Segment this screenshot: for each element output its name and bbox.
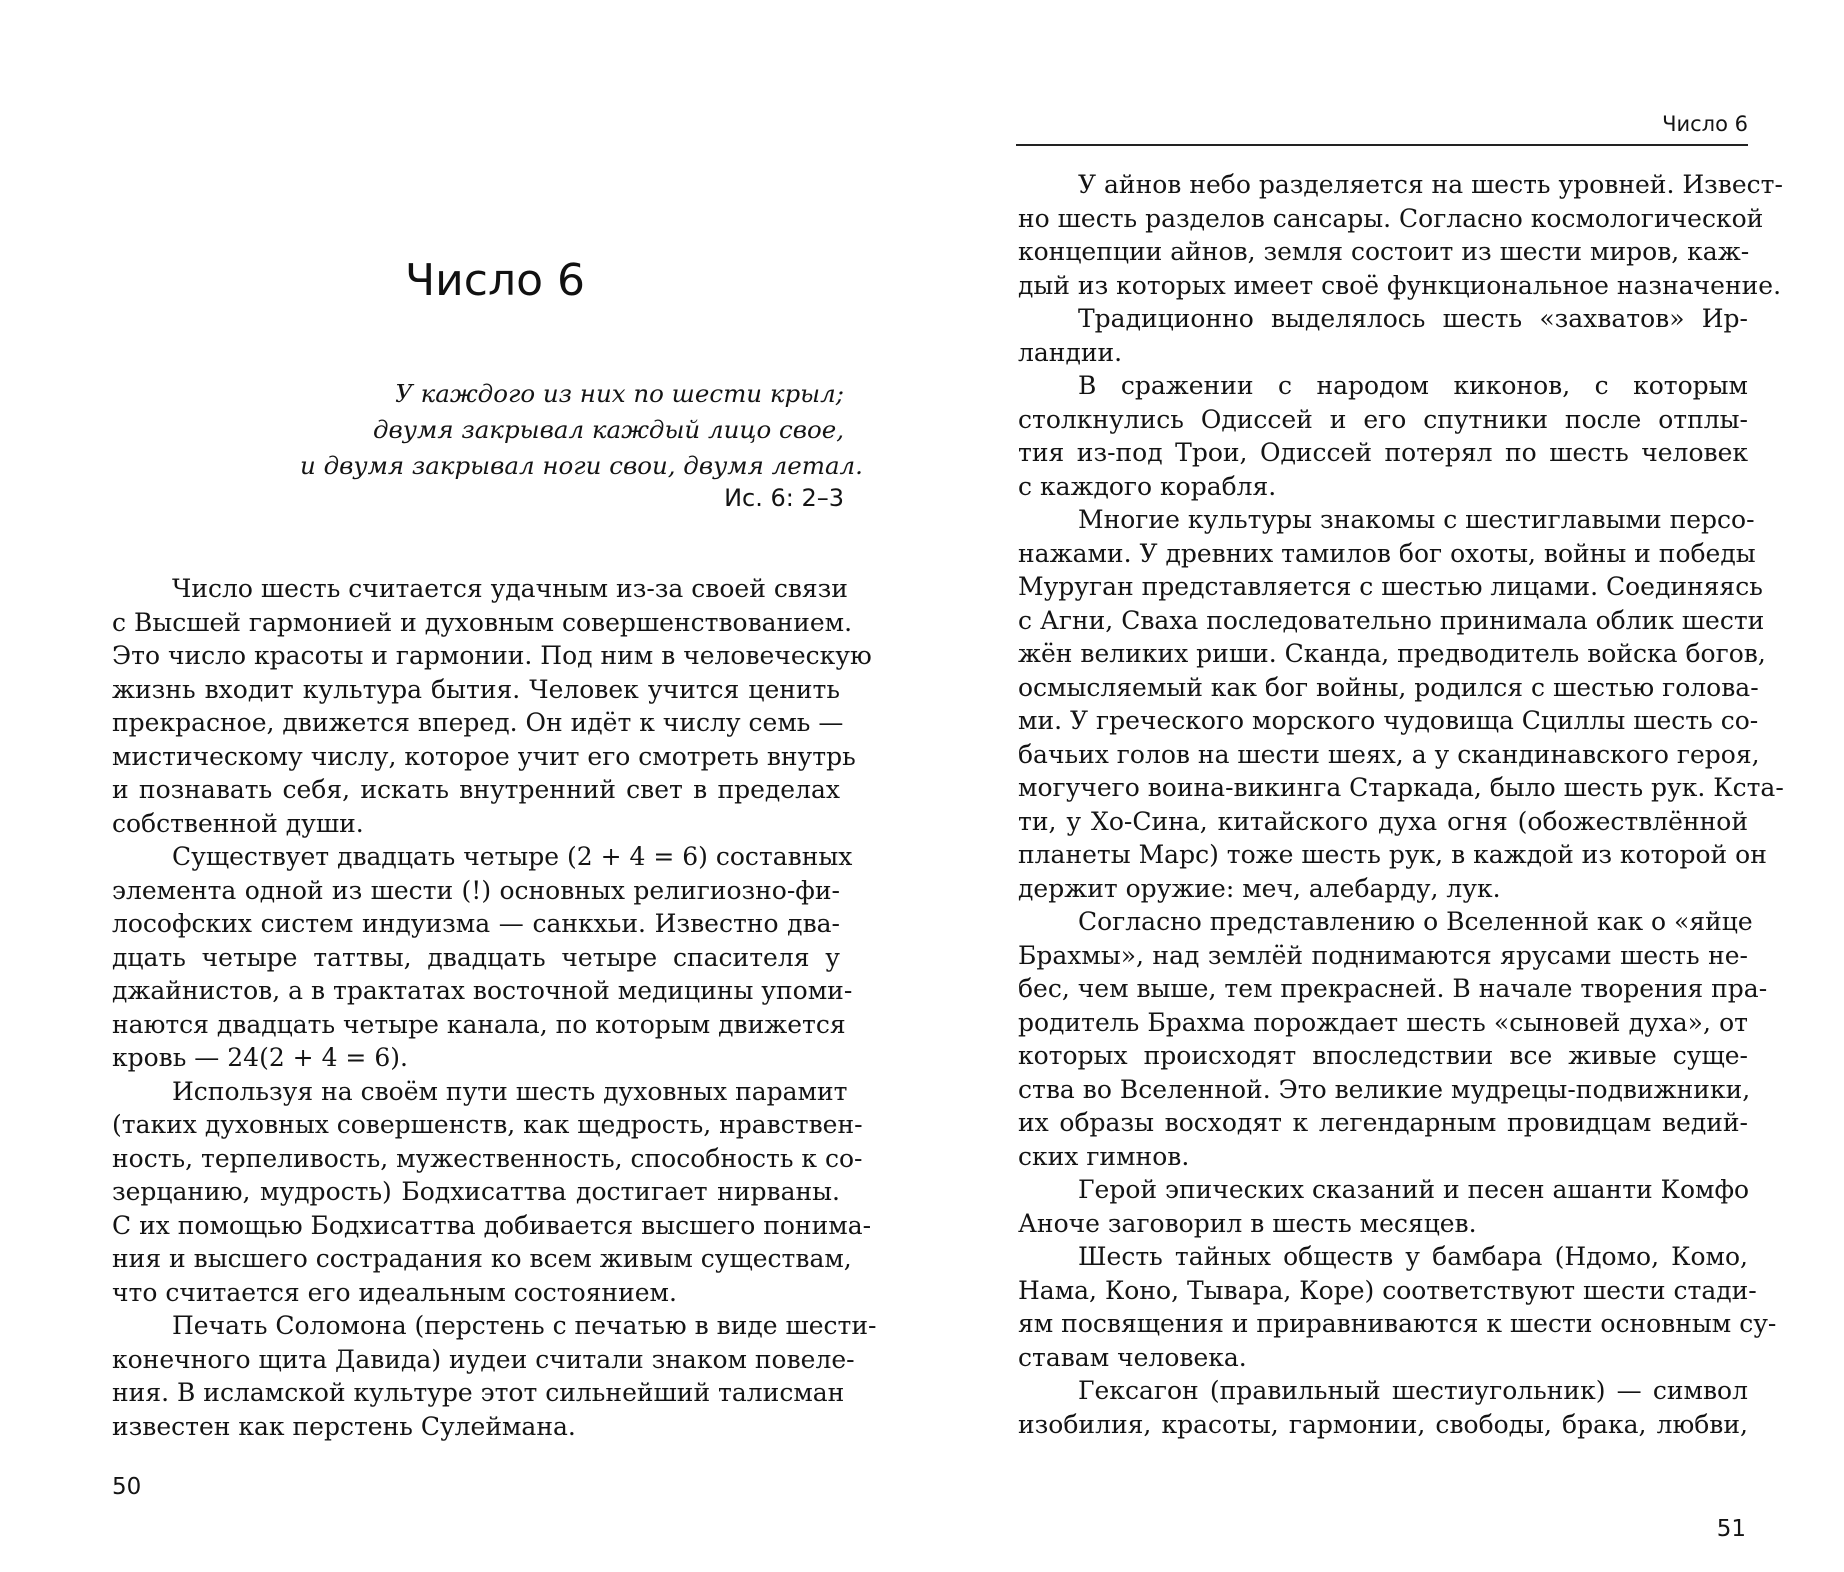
running-head: [1016, 108, 1748, 146]
text-line: ям посвящения и приравниваются к шести основным су-: [1018, 1309, 1777, 1338]
left-body-text: [112, 572, 877, 1443]
text-line: ность, терпеливость, мужественность, способность к со-: [112, 1143, 863, 1173]
text-line: ти, у Хо-Сина, китайского духа огня (обожествлённой: [1018, 806, 1748, 836]
text-line: с каждого корабля.: [1018, 471, 1277, 501]
chapter-title: Число 6: [405, 255, 585, 306]
text-line: Используя на своём пути шесть духовных парамит: [172, 1076, 848, 1106]
text-line: Брахмы», над землёй поднимаются ярусами шесть не-: [1018, 940, 1748, 970]
text-line: ния. В исламской культуре этот сильнейший талисман: [112, 1378, 845, 1407]
text-line: осмысляемый как бог войны, родился с шестью голова-: [1018, 672, 1759, 702]
text-line: изобилия, красоты, гармонии, свободы, брака, любви,: [1018, 1409, 1748, 1439]
text-line: Число шесть считается удачным из-за своей связи: [172, 574, 848, 603]
epigraph-line: У каждого из них по шести крыл;: [395, 379, 844, 408]
text-line: их образы восходят к легендарным провидцам ведий-: [1018, 1108, 1748, 1137]
text-line: ставам человека.: [1018, 1342, 1247, 1372]
text-line: ми. У греческого морского чудовища Сциллы шесть со-: [1018, 706, 1759, 735]
text-line: прекрасное, движется вперед. Он идёт к числу семь —: [112, 708, 844, 737]
text-line: кровь — 24(2 + 4 = 6).: [112, 1043, 408, 1072]
text-line: нажами. У древних тамилов бог охоты, войны и победы: [1018, 538, 1756, 568]
text-line: В сражении с народом киконов, с которым: [1078, 371, 1748, 400]
text-line: Нама, Коно, Тывара, Коре) соответствуют шести стади-: [1018, 1275, 1757, 1305]
text-line: но шесть разделов сансары. Согласно космологической: [1018, 203, 1764, 233]
text-line: Шесть тайных обществ у бамбара (Ндомо, Комо,: [1078, 1242, 1748, 1271]
right-page: [922, 0, 1844, 1572]
text-line: столкнулись Одиссей и его спутники после отплы-: [1018, 404, 1748, 434]
text-line: Согласно представлению о Вселенной как о «яйце: [1078, 907, 1753, 936]
running-head-title: Число 6: [1662, 112, 1748, 136]
text-line: ния и высшего сострадания ко всем живым существам,: [112, 1244, 852, 1273]
text-line: мистическому числу, которое учит его смотреть внутрь: [112, 741, 856, 771]
right-body-text: [1018, 168, 1784, 1441]
text-line: лософских систем индуизма — санкхьи. Известно два-: [112, 909, 840, 938]
text-line: Герой эпических сказаний и песен ашанти Комфо: [1078, 1175, 1750, 1204]
text-line: Муруган представляется с шестью лицами. Соединяясь: [1018, 572, 1763, 601]
text-line: ства во Вселенной. Это великие мудрецы-подвижники,: [1018, 1074, 1751, 1104]
text-line: Гексагон (правильный шестиугольник) — символ: [1078, 1376, 1748, 1405]
page-number-left: 50: [112, 1474, 142, 1500]
text-line: конечного щита Давида) иудеи считали знаком повеле-: [112, 1344, 855, 1374]
text-line: бачьих голов на шести шеях, а у скандинавского героя,: [1018, 739, 1760, 769]
text-line: планеты Марс) тоже шесть рук, в каждой из которой он: [1018, 840, 1767, 869]
page-number-right: 51: [1716, 1516, 1746, 1542]
text-line: держит оружие: меч, алебарду, лук.: [1018, 873, 1501, 903]
text-line: собственной души.: [112, 808, 364, 838]
text-line: элемента одной из шести (!) основных религиозно-фи-: [112, 875, 840, 905]
text-line: С их помощью Бодхисаттва добивается высшего понима-: [112, 1210, 872, 1240]
text-line: джайнистов, а в трактатах восточной медицины упоми-: [112, 976, 853, 1005]
text-line: что считается его идеальным состоянием.: [112, 1277, 677, 1307]
text-line: Аноче заговорил в шесть месяцев.: [1018, 1208, 1477, 1238]
text-line: жён великих риши. Сканда, предводитель войска богов,: [1018, 639, 1766, 668]
text-line: наются двадцать четыре канала, по которым движется: [112, 1009, 846, 1039]
text-line: родитель Брахма порождает шесть «сыновей духа», от: [1018, 1007, 1748, 1037]
text-line: Многие культуры знакомы с шестиглавыми персо-: [1078, 505, 1755, 534]
text-line: ландии.: [1018, 337, 1123, 367]
text-line: с Высшей гармонией и духовным совершенствованием.: [112, 607, 853, 637]
epigraph-line: двумя закрывал каждый лицо свое,: [373, 415, 844, 444]
text-line: концепции айнов, земля состоит из шести миров, каж-: [1018, 237, 1750, 266]
epigraph-line: и двумя закрывал ноги свои, двумя летал.: [300, 451, 863, 480]
text-line: могучего воина-викинга Старкада, было шесть рук. Кста-: [1018, 773, 1784, 802]
text-line: бес, чем выше, тем прекрасней. В начале творения пра-: [1018, 974, 1768, 1003]
text-line: Печать Соломона (перстень с печатью в виде шести-: [172, 1311, 877, 1340]
text-line: дцать четыре таттвы, двадцать четыре спасителя у: [112, 942, 840, 972]
text-line: которых происходят впоследствии все живые суще-: [1018, 1041, 1748, 1070]
epigraph-reference: Ис. 6: 2–3: [724, 484, 844, 512]
text-line: с Агни, Сваха последовательно принимала облик шести: [1018, 605, 1765, 635]
text-line: зерцанию, мудрость) Бодхисаттва достигает нирваны.: [112, 1177, 840, 1206]
text-line: Традиционно выделялось шесть «захватов» Ир-: [1078, 304, 1748, 333]
text-line: тия из-под Трои, Одиссей потерял по шесть человек: [1018, 438, 1748, 467]
epigraph: [300, 376, 863, 484]
text-line: (таких духовных совершенств, как щедрость, нравствен-: [112, 1110, 863, 1139]
text-line: жизнь входит культура бытия. Человек учится ценить: [112, 674, 840, 704]
text-line: дый из которых имеет своё функциональное назначение.: [1018, 270, 1782, 300]
text-line: Существует двадцать четыре (2 + 4 = 6) составных: [172, 842, 853, 871]
text-line: У айнов небо разделяется на шесть уровней. Извест-: [1078, 170, 1783, 199]
text-line: и познавать себя, искать внутренний свет в пределах: [112, 775, 840, 804]
text-line: Это число красоты и гармонии. Под ним в человеческую: [112, 641, 872, 670]
text-line: известен как перстень Сулеймана.: [112, 1411, 576, 1441]
text-line: ских гимнов.: [1018, 1141, 1190, 1171]
